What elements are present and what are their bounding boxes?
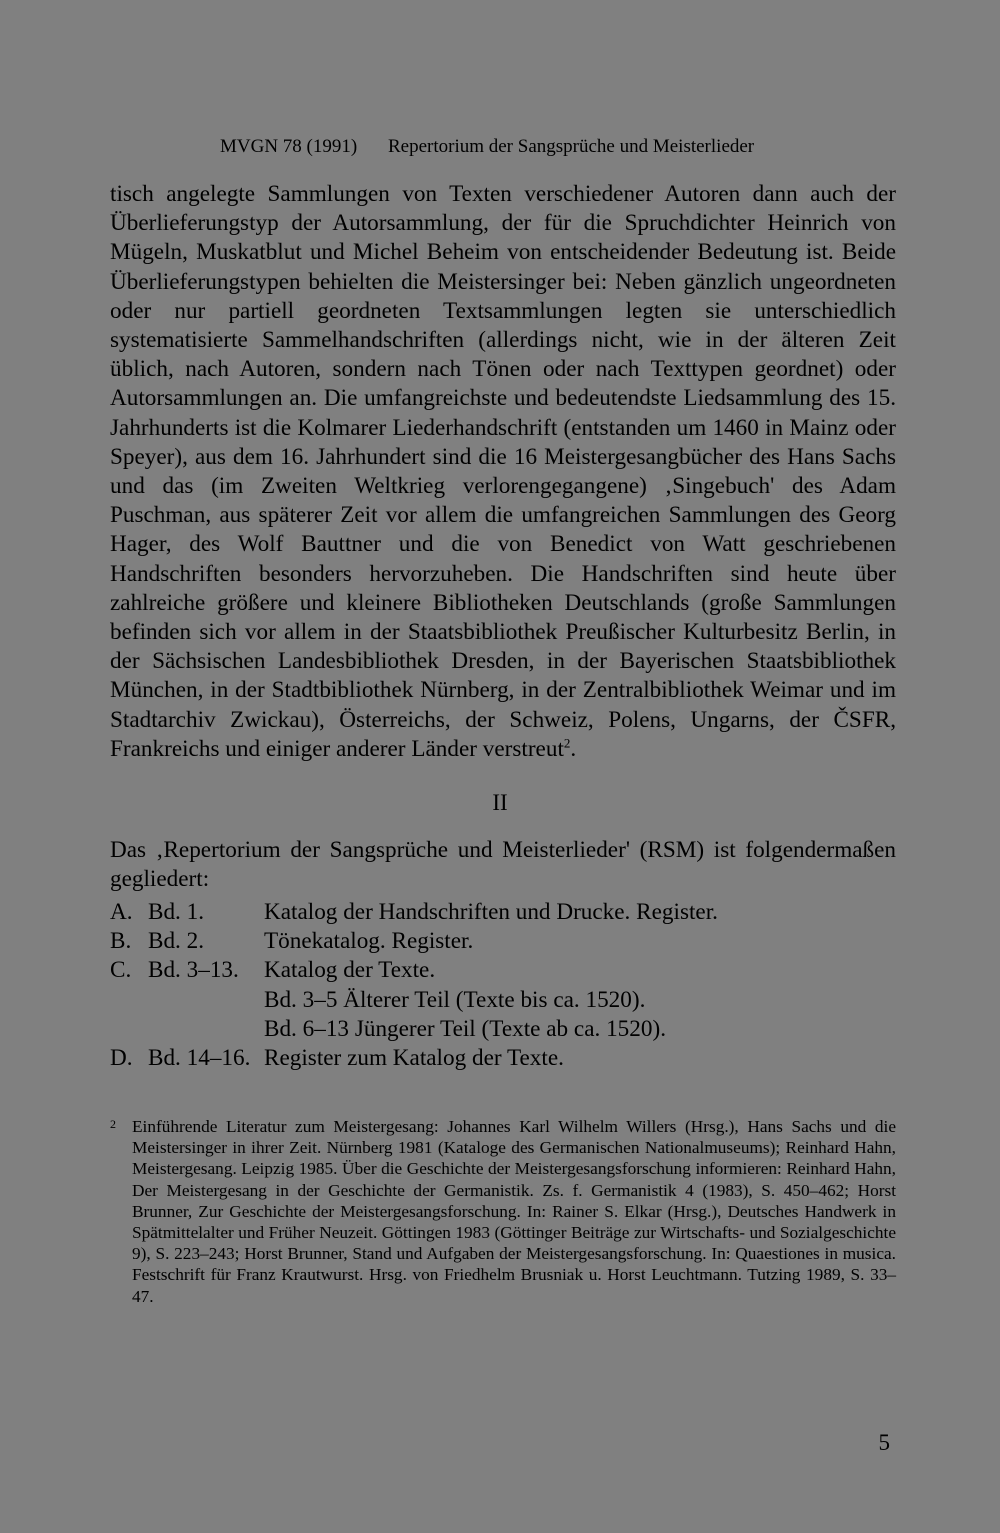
outline-description: Katalog der Texte.	[264, 957, 436, 984]
outline-volume: Bd. 2.	[148, 928, 205, 955]
footnote-number: 2	[110, 1117, 116, 1131]
footnote-text: Einführende Literatur zum Meistergesang: Johannes Karl Wilhelm Willers (Hrsg.), Hans Sachs und die Meistersinger in ihrer Zeit. Nürnberg 1981 (Kataloge des Germanischen Nationalmuseums); Reinhard Hahn, Meistergesang. Leipzig 1985. Über die Geschichte der Meistergesangsforschung informieren: Reinhard Hahn, Der Meistergesang in der Geschichte der Germanistik. Zs. f. Germanistik 4 (1983), S. 450–462; Horst Brunner, Zur Geschichte der Meistergesangsforschung. In: Rainer S. Elkar (Hrsg.), Deutsches Handwerk in Spätmittelalter und Früher Neuzeit. Göttingen 1983 (Göttinger Beiträge zur Wirtschafts- und Sozialgeschichte 9), S. 223–243; Horst Brunner, Stand und Aufgaben der Meistergesangsforschung. In: Quaestiones in musica. Festschrift für Franz Krautwurst. Hrsg. von Friedhelm Brusniak u. Horst Leuchtmann. Tutzing 1989, S. 33–47.	[132, 1117, 896, 1306]
outline-item	[110, 898, 896, 927]
outline-subitem-text: Bd. 3–5 Älterer Teil (Texte bis ca. 1520).	[264, 986, 646, 1013]
journal-citation: MVGN 78 (1991)	[220, 136, 358, 157]
outline-volume: Bd. 14–16.	[148, 1044, 251, 1071]
outline-letter: B.	[110, 928, 132, 955]
outline-subitem-text: Bd. 6–13 Jüngerer Teil (Texte ab ca. 1520).	[264, 1015, 666, 1042]
page-number: 5	[878, 1430, 890, 1455]
outline-letter: A.	[110, 899, 133, 925]
section-intro	[110, 836, 896, 894]
volume-outline	[110, 898, 896, 1073]
section-intro-text: Das ‚Repertorium der Sangsprüche und Meisterlieder' (RSM) ist folgendermaßen gegliedert:	[110, 837, 896, 893]
outline-item	[110, 927, 896, 956]
paragraph-block	[110, 180, 896, 764]
outline-subitem	[110, 986, 896, 1015]
body-paragraph	[110, 180, 896, 764]
paragraph-end: .	[570, 735, 577, 762]
outline-item	[110, 1044, 896, 1073]
running-title: Repertorium der Sangsprüche und Meisterlieder	[387, 136, 755, 157]
outline-volume: Bd. 3–13.	[148, 957, 239, 984]
outline-volume: Bd. 1.	[148, 899, 205, 925]
running-header	[220, 136, 820, 158]
outline-description: Tönekatalog. Register.	[264, 928, 474, 955]
footnote	[110, 1116, 896, 1307]
outline-item	[110, 956, 896, 985]
outline-letter: D.	[110, 1044, 133, 1071]
footnote-reference[interactable]: 2	[563, 735, 571, 751]
outline-letter: C.	[110, 957, 132, 984]
section-heading: II	[492, 790, 508, 815]
outline-description: Register zum Katalog der Texte.	[264, 1044, 564, 1071]
outline-description: Katalog der Handschriften und Drucke. Register.	[264, 899, 718, 925]
outline-subitem	[110, 1015, 896, 1044]
paragraph-text: tisch angelegte Sammlungen von Texten verschiedener Autoren dann auch der Überlieferungstyp der Autorsammlung, der für die Spruchdichter Heinrich von Mügeln, Muskatblut und Michel Beheim von entscheidender Bedeutung ist. Beide Überlieferungstypen behielten die Meistersinger bei: Neben gänzlich ungeordneten oder nur partiell geordneten Textsammlungen legten sie unterschiedlich systematisierte Sammelhandschriften (allerdings nicht, wie in der älteren Zeit üblich, nach Autoren, sondern nach Tönen oder nach Texttypen geordnet) oder Autorsammlungen an. Die umfangreichste und bedeutendste Liedsammlung des 15. Jahrhunderts ist die Kolmarer Liederhandschrift (entstanden um 1460 in Mainz oder Speyer), aus dem 16. Jahrhundert sind die 16 Meistergesangbücher des Hans Sachs und das (im Zweiten Weltkrieg verlorengegangene) ‚Singebuch' des Adam Puschman, aus späterer Zeit vor allem die umfangreichen Sammlungen des Georg Hager, des Wolf Bauttner und die von Benedict von Watt geschriebenen Handschriften besonders hervorzuheben. Die Handschriften sind heute über zahlreiche größere und kleinere Bibliotheken Deutschlands (große Sammlungen befinden sich vor allem in der Staatsbibliothek Preußischer Kulturbesitz Berlin, in der Sächsischen Landesbibliothek Dresden, in der Bayerischen Staatsbibliothek München, in der Stadtbibliothek Nürnberg, in der Zentralbibliothek Weimar und im Stadtarchiv Zwickau), Österreichs, der Schweiz, Polens, Ungarns, der ČSFR, Frankreichs und einiger anderer Länder verstreut	[110, 181, 896, 762]
